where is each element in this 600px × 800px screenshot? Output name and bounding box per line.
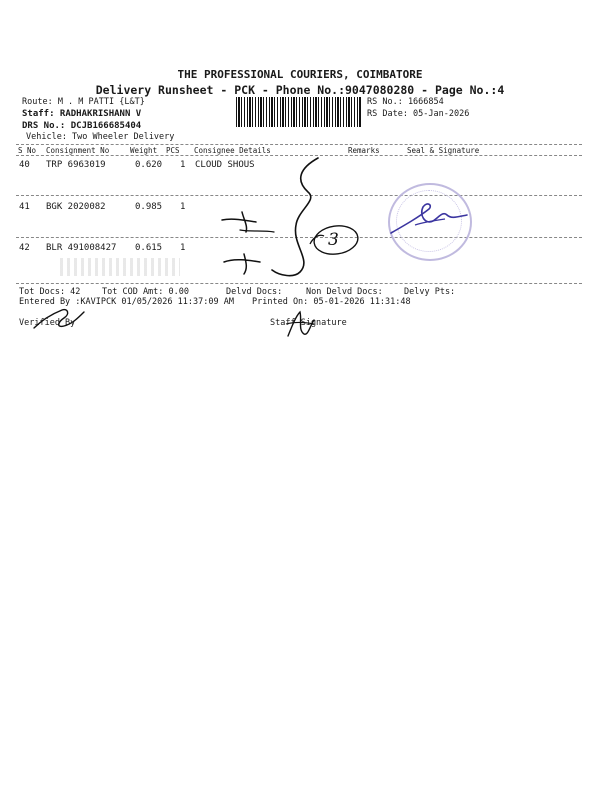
barcode-image	[236, 97, 362, 127]
runsheet-subtitle: Delivery Runsheet - PCK - Phone No.:9047080280 - Page No.:4	[95, 83, 505, 97]
row-pcs: 1	[180, 160, 186, 170]
route-label: Route: M . M PATTI {L&T}	[22, 97, 145, 107]
entered-by: Entered By :KAVIPCK 01/05/2026 11:37:09 AM	[19, 297, 234, 307]
rs-date: RS Date: 05-Jan-2026	[367, 109, 470, 119]
col-consignment: Consignment No	[46, 146, 110, 155]
total-cod: Tot COD Amt: 0.00	[102, 287, 189, 297]
row-consignee: CLOUD SHOUS	[195, 160, 255, 170]
col-weight: Weight	[130, 146, 158, 155]
row-sno: 41	[19, 202, 30, 212]
non-delivered-docs: Non Delvd Docs:	[306, 287, 383, 297]
table-top-rule	[16, 144, 582, 145]
col-seal: Seal & Signature	[407, 146, 480, 155]
handwritten-signature-strokes	[200, 150, 380, 280]
row-weight: 0.985	[135, 202, 163, 212]
row-pcs: 1	[180, 243, 186, 253]
row-weight: 0.620	[135, 160, 163, 170]
staff-label: Staff: RADHAKRISHANN V	[22, 109, 142, 119]
row-sno: 40	[19, 160, 30, 170]
col-remarks: Remarks	[348, 146, 380, 155]
row-pcs: 1	[180, 202, 186, 212]
staff-signature	[280, 306, 320, 342]
handwritten-number: 3	[328, 230, 339, 250]
delivery-points: Delvy Pts:	[404, 287, 456, 297]
printed-on: Printed On: 05-01-2026 11:31:48	[252, 297, 411, 307]
verified-by-label: Verified By	[19, 318, 76, 328]
delivered-docs: Delvd Docs:	[226, 287, 283, 297]
col-consignee: Consignee Details	[194, 146, 271, 155]
row-consignment: TRP 6963019	[46, 160, 106, 170]
rs-number: RS No.: 1666854	[367, 97, 444, 107]
row-weight: 0.615	[135, 243, 163, 253]
verifier-signature	[30, 304, 90, 334]
col-pcs: PCS	[166, 146, 180, 155]
drs-number: DRS No.: DCJB166685404	[22, 121, 142, 131]
vehicle-label: Vehicle: Two Wheeler Delivery	[26, 132, 175, 142]
row-sno: 42	[19, 243, 30, 253]
table-bottom-rule	[16, 283, 582, 284]
row-consignment: BLR 491008427	[46, 243, 117, 253]
row-consignment: BGK 2020082	[46, 202, 106, 212]
col-sno: S No	[18, 146, 37, 155]
total-docs: Tot Docs: 42	[19, 287, 81, 297]
faded-print	[60, 258, 180, 276]
company-title: THE PROFESSIONAL COURIERS, COIMBATORE	[177, 68, 423, 81]
stamp-signature	[385, 195, 475, 240]
staff-signature-label: Staff Signature	[270, 318, 347, 328]
